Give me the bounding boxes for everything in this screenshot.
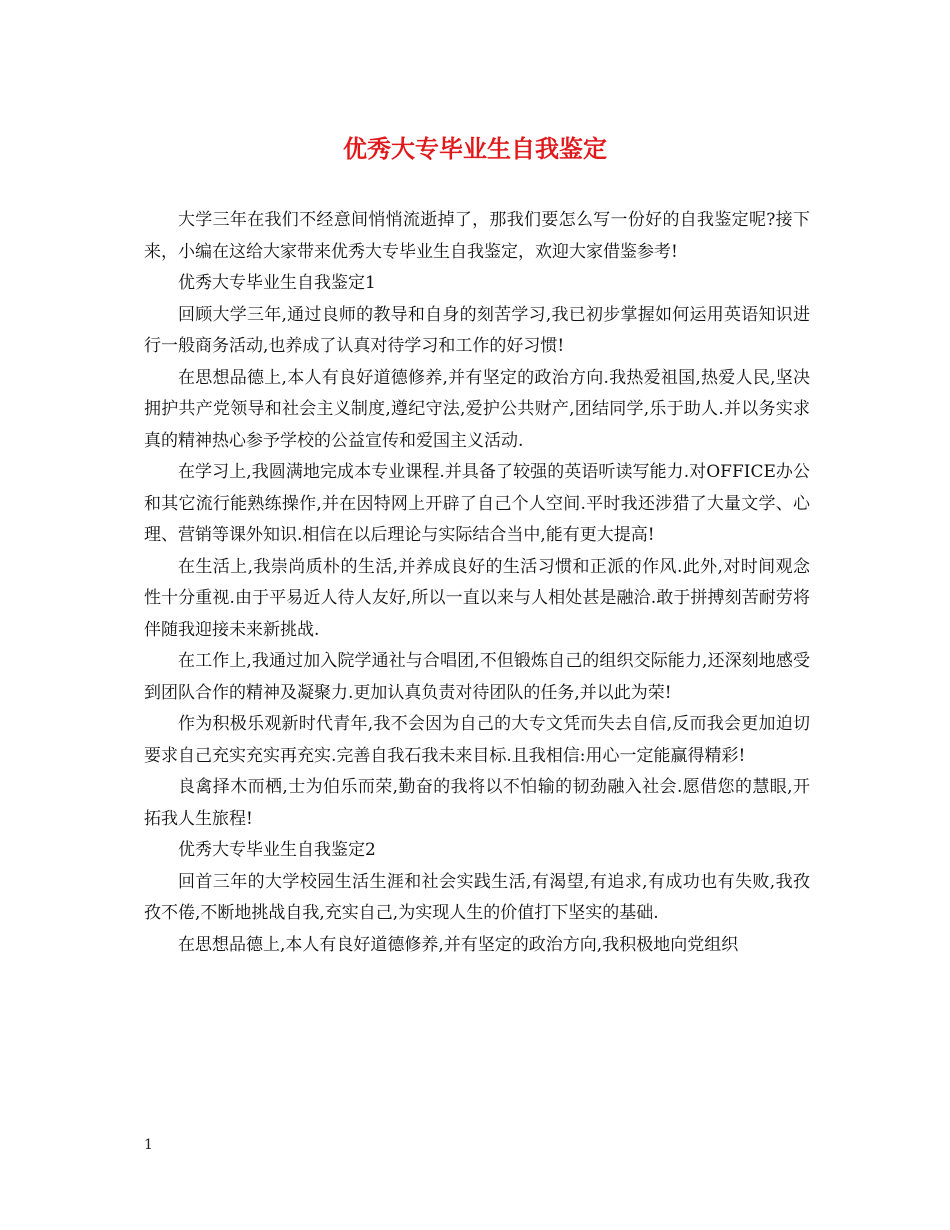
intro-paragraph: 大学三年在我们不经意间悄悄流逝掉了，那我们要怎么写一份好的自我鉴定呢?接下来，小编在这给大家带来优秀大专毕业生自我鉴定，欢迎大家借鉴参考! <box>144 210 810 262</box>
paragraph: 在思想品德上,本人有良好道德修养,并有坚定的政治方向,我积极地向党组织 <box>178 934 739 955</box>
paragraph: 在思想品德上,本人有良好道德修养,并有坚定的政治方向.我热爱祖国,热爱人民,坚决拥护共产党领导和社会主义制度,遵纪守法,爱护公共财产,团结同学,乐于助人.并以务实求真的精神热心参予学校的公益宣传和爱国主义活动. <box>144 367 810 451</box>
paragraph: 良禽择木而栖,士为伯乐而荣,勤奋的我将以不怕输的韧劲融入社会.愿借您的慧眼,开拓我人生旅程! <box>144 777 810 829</box>
document-body <box>144 205 810 961</box>
section-heading-2: 优秀大专毕业生自我鉴定2 <box>178 840 376 860</box>
paragraph: 在学习上,我圆满地完成本专业课程.并具备了较强的英语听读写能力.对OFFICE办公和其它流行能熟练操作,并在因特网上开辟了自己个人空间.平时我还涉猎了大量文学、心理、营销等课外知识.相信在以后理论与实际结合当中,能有更大提高! <box>144 462 810 545</box>
paragraph: 在工作上,我通过加入院学通社与合唱团,不但锻炼自己的组织交际能力,还深刻地感受到团队合作的精神及凝聚力.更加认真负责对待团队的任务,并以此为荣! <box>144 651 810 703</box>
paragraph: 在生活上,我崇尚质朴的生活,并养成良好的生活习惯和正派的作风.此外,对时间观念性十分重视.由于平易近人待人友好,所以一直以来与人相处甚是融洽.敢于拼搏刻苦耐劳将伴随我迎接未来新挑战. <box>144 556 810 640</box>
paragraph: 作为积极乐观新时代青年,我不会因为自己的大专文凭而失去自信,反而我会更加迫切要求自己充实充实再充实.完善自我石我未来目标.且我相信:用心一定能赢得精彩! <box>144 714 810 766</box>
paragraph: 回首三年的大学校园生活生涯和社会实践生活,有渴望,有追求,有成功也有失败,我孜孜不倦,不断地挑战自我,充实自己,为实现人生的价值打下坚实的基础. <box>144 871 810 923</box>
page-number: 1 <box>144 1137 153 1153</box>
section-heading-1: 优秀大专毕业生自我鉴定1 <box>178 273 376 293</box>
paragraph: 回顾大学三年,通过良师的教导和自身的刻苦学习,我已初步掌握如何运用英语知识进行一般商务活动,也养成了认真对待学习和工作的好习惯! <box>144 304 810 356</box>
document-title: 优秀大专毕业生自我鉴定 <box>343 135 607 163</box>
